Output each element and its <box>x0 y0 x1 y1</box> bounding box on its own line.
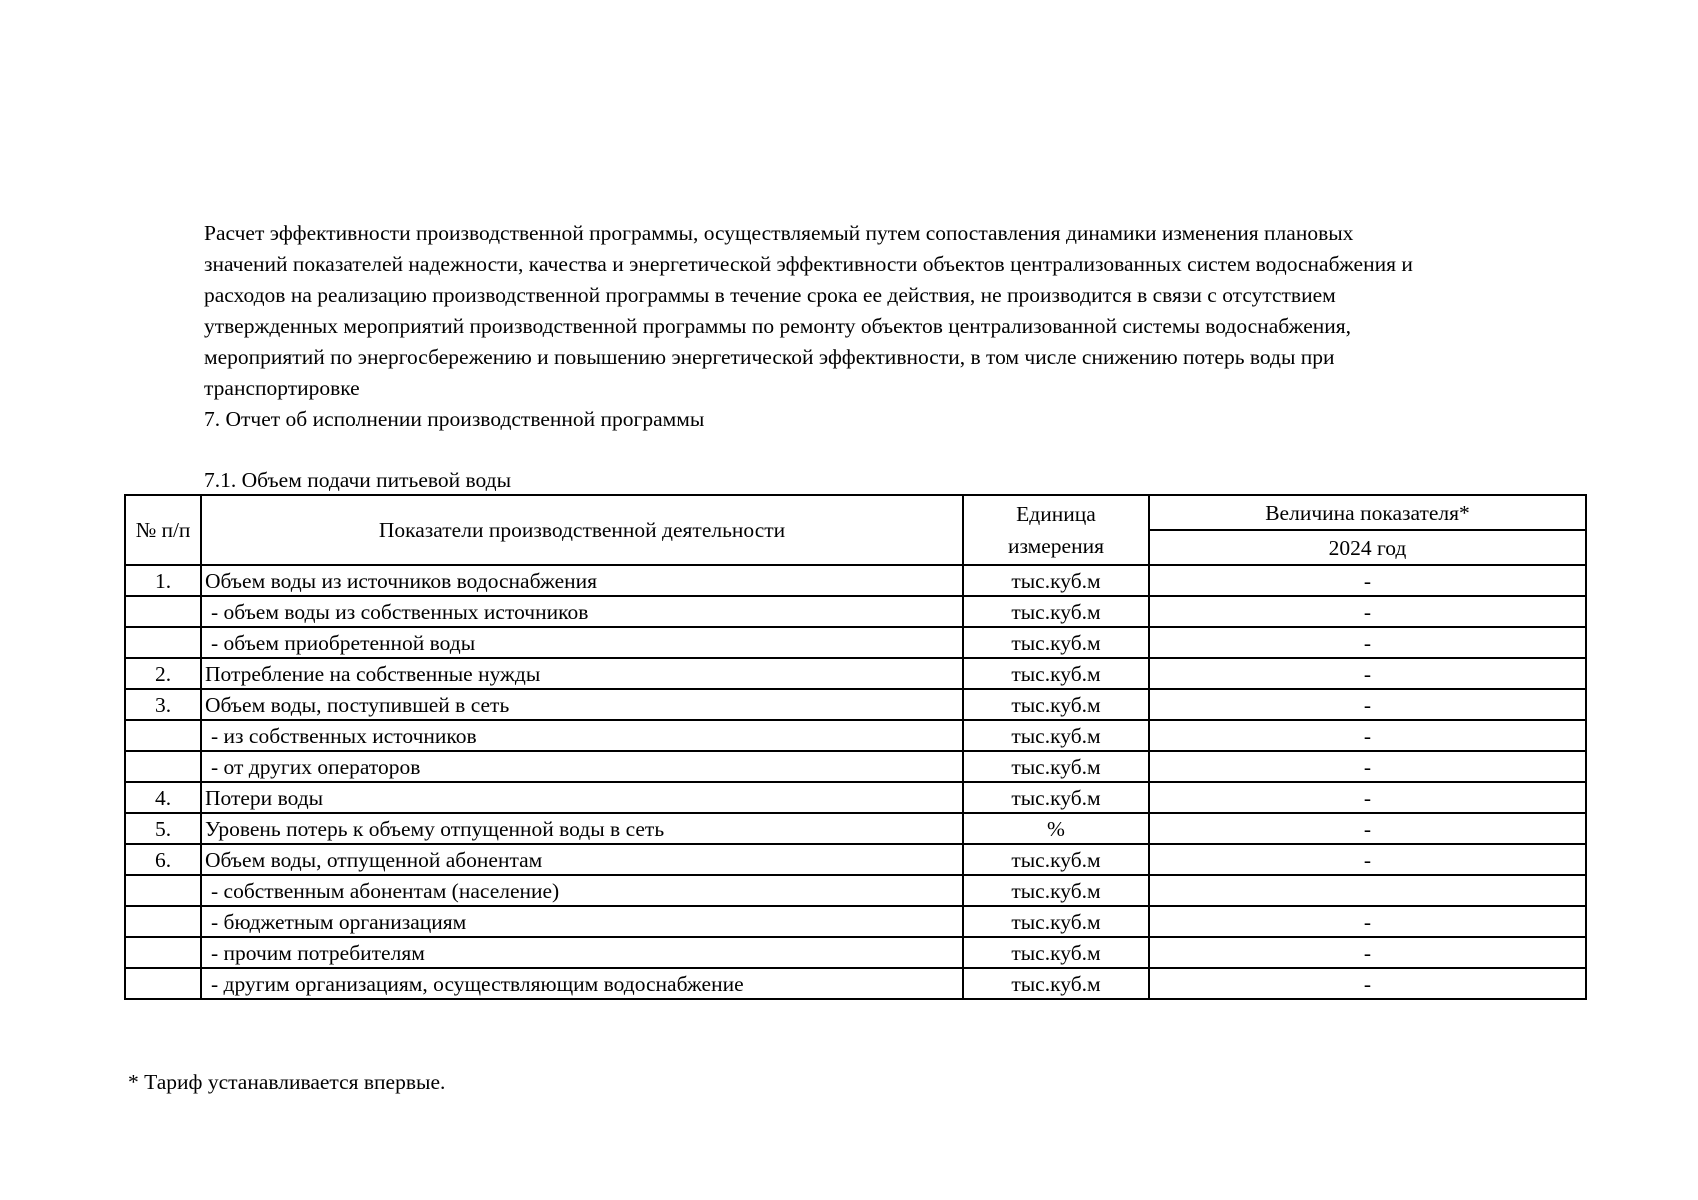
header-unit <box>963 495 1149 565</box>
section-title: 7. Отчет об исполнении производственной программы <box>204 407 705 431</box>
table-row <box>125 627 1586 658</box>
table-row <box>125 813 1586 844</box>
row-unit: тыс.куб.м <box>963 937 1149 968</box>
row-value: - <box>1149 751 1586 782</box>
row-num <box>125 720 201 751</box>
intro-line: расходов на реализацию производственной программы в течение срока ее действия, не производится в связи с отсутствием <box>204 283 1336 307</box>
row-value: - <box>1149 937 1586 968</box>
row-value: - <box>1149 658 1586 689</box>
intro-line: Расчет эффективности производственной программы, осуществляемый путем сопоставления динамики изменения плановых <box>204 221 1354 245</box>
row-num <box>125 596 201 627</box>
footnote: * Тариф устанавливается впервые. <box>128 1070 446 1094</box>
intro-line: утвержденных мероприятий производственной программы по ремонту объектов централизованной системы водоснабжения, <box>204 314 1352 338</box>
row-num: 3. <box>125 689 201 720</box>
row-unit: тыс.куб.м <box>963 844 1149 875</box>
row-value: - <box>1149 844 1586 875</box>
row-unit: тыс.куб.м <box>963 689 1149 720</box>
row-num: 6. <box>125 844 201 875</box>
row-unit: тыс.куб.м <box>963 875 1149 906</box>
table-row <box>125 751 1586 782</box>
table-row <box>125 968 1586 999</box>
row-name: - из собственных источников <box>201 720 963 751</box>
row-name: Объем воды из источников водоснабжения <box>201 565 963 596</box>
row-num: 5. <box>125 813 201 844</box>
table-row <box>125 565 1586 596</box>
row-num <box>125 906 201 937</box>
intro-line: транспортировке <box>204 376 360 400</box>
row-name: - бюджетным организациям <box>201 906 963 937</box>
table-row <box>125 906 1586 937</box>
row-name: - от других операторов <box>201 751 963 782</box>
table-row <box>125 782 1586 813</box>
header-year: 2024 год <box>1149 530 1586 565</box>
header-name: Показатели производственной деятельности <box>201 495 963 565</box>
row-name: Потребление на собственные нужды <box>201 658 963 689</box>
row-unit: тыс.куб.м <box>963 596 1149 627</box>
row-unit: тыс.куб.м <box>963 720 1149 751</box>
row-value: - <box>1149 720 1586 751</box>
table-row <box>125 658 1586 689</box>
header-unit-line2: измерения <box>1007 534 1105 558</box>
row-name: - объем приобретенной воды <box>201 627 963 658</box>
table-row <box>125 875 1586 906</box>
row-num: 4. <box>125 782 201 813</box>
row-value: - <box>1149 565 1586 596</box>
row-name: Потери воды <box>201 782 963 813</box>
row-value: - <box>1149 627 1586 658</box>
row-value: - <box>1149 813 1586 844</box>
intro-line: значений показателей надежности, качества и энергетической эффективности объектов централизованных систем водоснабжения и <box>204 252 1413 276</box>
row-value <box>1149 875 1586 906</box>
header-num: № п/п <box>125 495 201 565</box>
table-row <box>125 689 1586 720</box>
row-name: Уровень потерь к объему отпущенной воды в сеть <box>201 813 963 844</box>
row-num <box>125 627 201 658</box>
row-value: - <box>1149 906 1586 937</box>
header-unit-line1: Единица <box>1016 502 1096 526</box>
row-value: - <box>1149 782 1586 813</box>
row-name: Объем воды, поступившей в сеть <box>201 689 963 720</box>
row-name: Объем воды, отпущенной абонентам <box>201 844 963 875</box>
row-num <box>125 751 201 782</box>
row-unit: тыс.куб.м <box>963 658 1149 689</box>
row-num <box>125 875 201 906</box>
row-name: - прочим потребителям <box>201 937 963 968</box>
row-num: 1. <box>125 565 201 596</box>
row-num <box>125 968 201 999</box>
table-title: 7.1. Объем подачи питьевой воды <box>204 468 512 492</box>
row-unit: тыс.куб.м <box>963 968 1149 999</box>
intro-line: мероприятий по энергосбережению и повышению энергетической эффективности, в том числе снижению потерь воды при <box>204 345 1335 369</box>
row-unit: тыс.куб.м <box>963 906 1149 937</box>
table-row <box>125 720 1586 751</box>
row-unit: тыс.куб.м <box>963 627 1149 658</box>
row-value: - <box>1149 689 1586 720</box>
header-value: Величина показателя* <box>1149 495 1586 530</box>
row-unit: % <box>963 813 1149 844</box>
row-name: - другим организациям, осуществляющим водоснабжение <box>201 968 963 999</box>
row-name: - объем воды из собственных источников <box>201 596 963 627</box>
row-unit: тыс.куб.м <box>963 782 1149 813</box>
row-name: - собственным абонентам (население) <box>201 875 963 906</box>
row-value: - <box>1149 596 1586 627</box>
row-unit: тыс.куб.м <box>963 565 1149 596</box>
row-value: - <box>1149 968 1586 999</box>
table-row <box>125 937 1586 968</box>
indicators-table <box>124 494 1587 1000</box>
row-num: 2. <box>125 658 201 689</box>
table-row <box>125 596 1586 627</box>
row-unit: тыс.куб.м <box>963 751 1149 782</box>
intro-paragraph <box>204 218 1604 404</box>
row-num <box>125 937 201 968</box>
table-row <box>125 844 1586 875</box>
